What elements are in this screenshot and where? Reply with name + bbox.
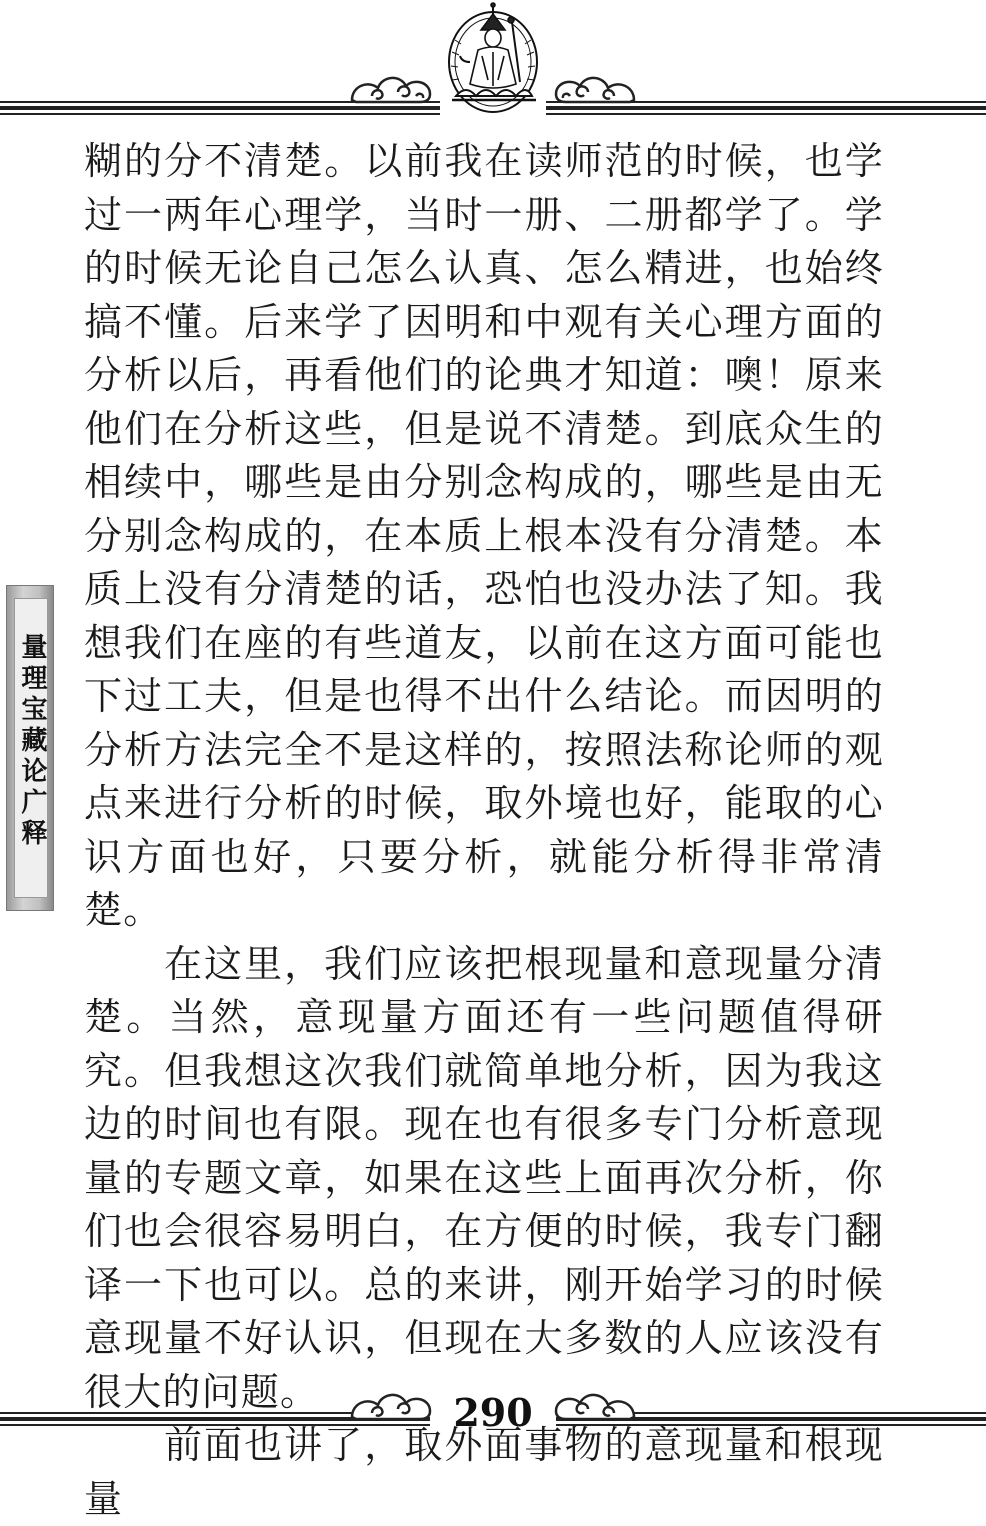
book-title-vertical: 量理宝藏论广释 (17, 633, 47, 850)
page-body (84, 135, 884, 1526)
paragraph-1: 糊的分不清楚。以前我在读师范的时候，也学过一两年心理学，当时一册、二册都学了。学的时候无论自己怎么认真、怎么精进，也始终搞不懂。后来学了因明和中观有关心理方面的分析以后，再看他们的论典才知道：噢！原来他们在分析这些，但是说不清楚。到底众生的相续中，哪些是由分别念构成的，哪些是由无分别念构成的，在本质上根本没有分清楚。本质上没有分清楚的话，恐怕也没办法了知。我想我们在座的有些道友，以前在这方面可能也下过工夫，但是也得不出什么结论。而因明的分析方法完全不是这样的，按照法称论师的观点来进行分析的时候，取外境也好，能取的心识方面也好，只要分析，就能分析得非常清楚。 (84, 139, 884, 932)
paragraph-3: 前面也讲了，取外面事物的意现量和根现量 (84, 1423, 884, 1521)
page-number: 290 (453, 1390, 533, 1435)
footer-cloud-left-icon (352, 1395, 430, 1419)
header-rule-left (0, 102, 440, 114)
footer-cloud-right-icon (556, 1395, 634, 1419)
cloud-scroll-left-icon (352, 78, 430, 102)
deity-figure-icon (449, 3, 537, 112)
cloud-scroll-right-icon (556, 78, 634, 102)
header-ornament (0, 0, 986, 125)
paragraph-2: 在这里，我们应该把根现量和意现量分清楚。当然，意现量方面还有一些问题值得研究。但我想这次我们就简单地分析，因为我这边的时间也有限。现在也有很多专门分析意现量的专题文章，如果在这些上面再次分析，你们也会很容易明白，在方便的时候，我专门翻译一下也可以。总的来讲，刚开始学习的时候意现量不好认识，但现在大多数的人应该没有很大的问题。 (84, 941, 884, 1414)
side-tab (6, 585, 54, 911)
page-header (0, 0, 986, 125)
side-tab-inner (14, 598, 48, 898)
header-rule-right (546, 102, 986, 114)
